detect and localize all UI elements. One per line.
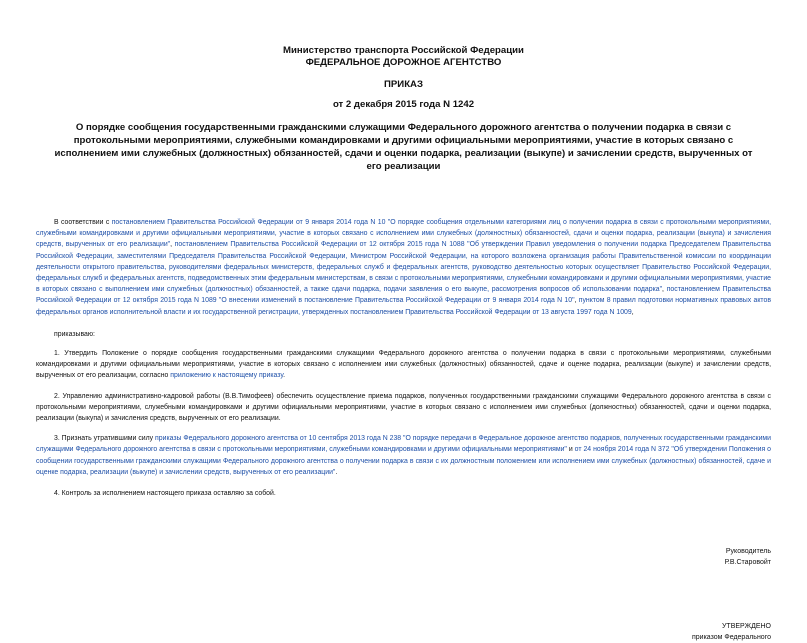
document-date: от 2 декабря 2015 года N 1242: [332, 99, 475, 110]
signatory-position: Руководитель: [725, 548, 771, 556]
preamble-text-d: ,: [574, 297, 579, 305]
link-decree-1088[interactable]: постановлением Правительства Российской Федерации от 12 октября 2015 года N 1088 "Об утверждении Правил уведомления о получении подарка Председателем Правительства Российской Федерации, заместителями Председателя Правительства Российской Федерации, Министром Российской Федерации, на которого возложена организация работы Правительственной комиссии по координации деятельности открытого правительства, руководителями федеральных министерств, федеральных служб и федеральных агентств, руководство деятельностью которых осуществляет Правительство Российской Федерации, федеральных служб и федеральных агентств, подведомственных этим федеральным министерствам, в связи с протокольными мероприятиями, служебными командировками и другими официальными мероприятиями, участие в которых связано с выполнением ими служебных (должностных) обязанностей, а также сдачи подарка, подачи заявления о его выкупе, рассмотрения вопросов об использовании подарка": [36, 241, 771, 294]
order-word: приказываю:: [54, 330, 95, 338]
approval-label: УТВЕРЖДЕНО: [721, 623, 771, 631]
preamble-text-e: ,: [631, 308, 634, 316]
document-title: О порядке сообщения государственными гражданскими служащими Федерального дорожного агентства о получении подарка в связи с протокольными мероприятиями, служебными командировками и другими официальными мероприятиями, участие в которых связано с исполнением ими служебных (должностных) обязанностей, сдачи и оценки подарка, реализации (выкупе) и зачислении средств, вырученных от его реализации: [54, 122, 753, 172]
link-order-238[interactable]: приказы Федерального дорожного агентства от 10 сентября 2013 года N 238 "О порядке передачи в Федеральное дорожное агентство подарков, полученных государственными гражданскими служащими Федерального дорожного агентства в связи с протокольными мероприятиями, служебными командировками и другими официальными мероприятиями": [36, 435, 772, 454]
preamble-text-c: ,: [662, 286, 667, 294]
clause-3-text-b: и: [566, 446, 575, 454]
document-type: ПРИКАЗ: [384, 79, 423, 90]
clause-2: 2. Управлению административно-кадровой работы (В.В.Тимофеев) обеспечить осуществление приема подарков, полученных государственными гражданскими служащими Федерального дорожного агентства в связи с протокольными мероприятиями, служебными командировками и другими официальными мероприятиями, участие в которых связано с исполнением ими служебных (должностных) обязанностей, сдачи и оценки подарка, реализации (выкупа) и зачисления средств, вырученных от его реализации.: [36, 392, 771, 423]
clause-4: 4. Контроль за исполнением настоящего приказа оставляю за собой.: [54, 490, 276, 498]
approval-source: приказом Федерального: [691, 633, 771, 641]
ministry-name: Министерство транспорта Российской Федерации: [283, 45, 524, 56]
link-decree-1089[interactable]: постановлением Правительства Российской Федерации от 12 октября 2015 года N 1089 "О внесении изменений в постановление Правительства Российской Федерации от 9 января 2014 года N 10": [36, 286, 771, 305]
preamble-paragraph: [36, 217, 771, 318]
document-page: [36, 0, 771, 643]
link-appendix[interactable]: приложению к настоящему приказу: [170, 372, 284, 380]
agency-name: ФЕДЕРАЛЬНОЕ ДОРОЖНОЕ АГЕНТСТВО: [305, 57, 502, 68]
preamble-text-b: ,: [170, 241, 175, 249]
signature-block: [36, 547, 771, 568]
clause-1-text-b: .: [283, 372, 286, 380]
approval-block: [36, 622, 771, 643]
link-rules-1009[interactable]: пунктом 8 правил подготовки нормативных правовых актов федеральных органов исполнительной власти и их государственной регистрации, утвержденных постановлением Правительства Российской Федерации от 13 августа 1997 года N 1009: [36, 297, 771, 316]
preamble-text-a: В соответствии с: [54, 219, 112, 226]
clause-1-text-a: 1. Утвердить Положение о порядке сообщения государственными гражданскими служащими Федерального дорожного агентства о получении подарка в связи с протокольными мероприятиями, служебными командировками и другими официальными мероприятиями, участие в которых связано с исполнением ими служебных (должностных) обязанностей, сдаче и оценке подарка, реализации (выкупе) и зачислении средств, вырученных от его реализации, согласно: [36, 350, 771, 380]
link-order-372[interactable]: от 24 ноября 2014 года N 372 "Об утверждении Положения о сообщении государственными гражданскими служащими Федерального дорожного агентства о получении подарка в связи с их должностным положением или исполнением ими служебных (должностных) обязанностей, сдаче и оценке подарка, реализации (выкупе) и зачислении средств, вырученных от его реализации": [36, 446, 772, 476]
clause-3-text-c: .: [335, 468, 338, 476]
clause-3-text-a: 3. Признать утратившими силу: [54, 435, 156, 443]
signatory-name: Р.В.Старовойт: [724, 558, 771, 566]
link-decree-10[interactable]: постановлением Правительства Российской Федерации от 9 января 2014 года N 10 "О порядке сообщения отдельными категориями лиц о получении подарка в связи с протокольными мероприятиями, служебными командировками и другими официальными мероприятиями, участие в которых связано с исполнением ими служебных (должностных) обязанностей, сдачи и оценки подарка, реализации (выкупа) и зачисления средств, вырученных от его реализации": [36, 219, 771, 249]
clause-3: [36, 433, 771, 478]
clause-1: [36, 348, 771, 382]
